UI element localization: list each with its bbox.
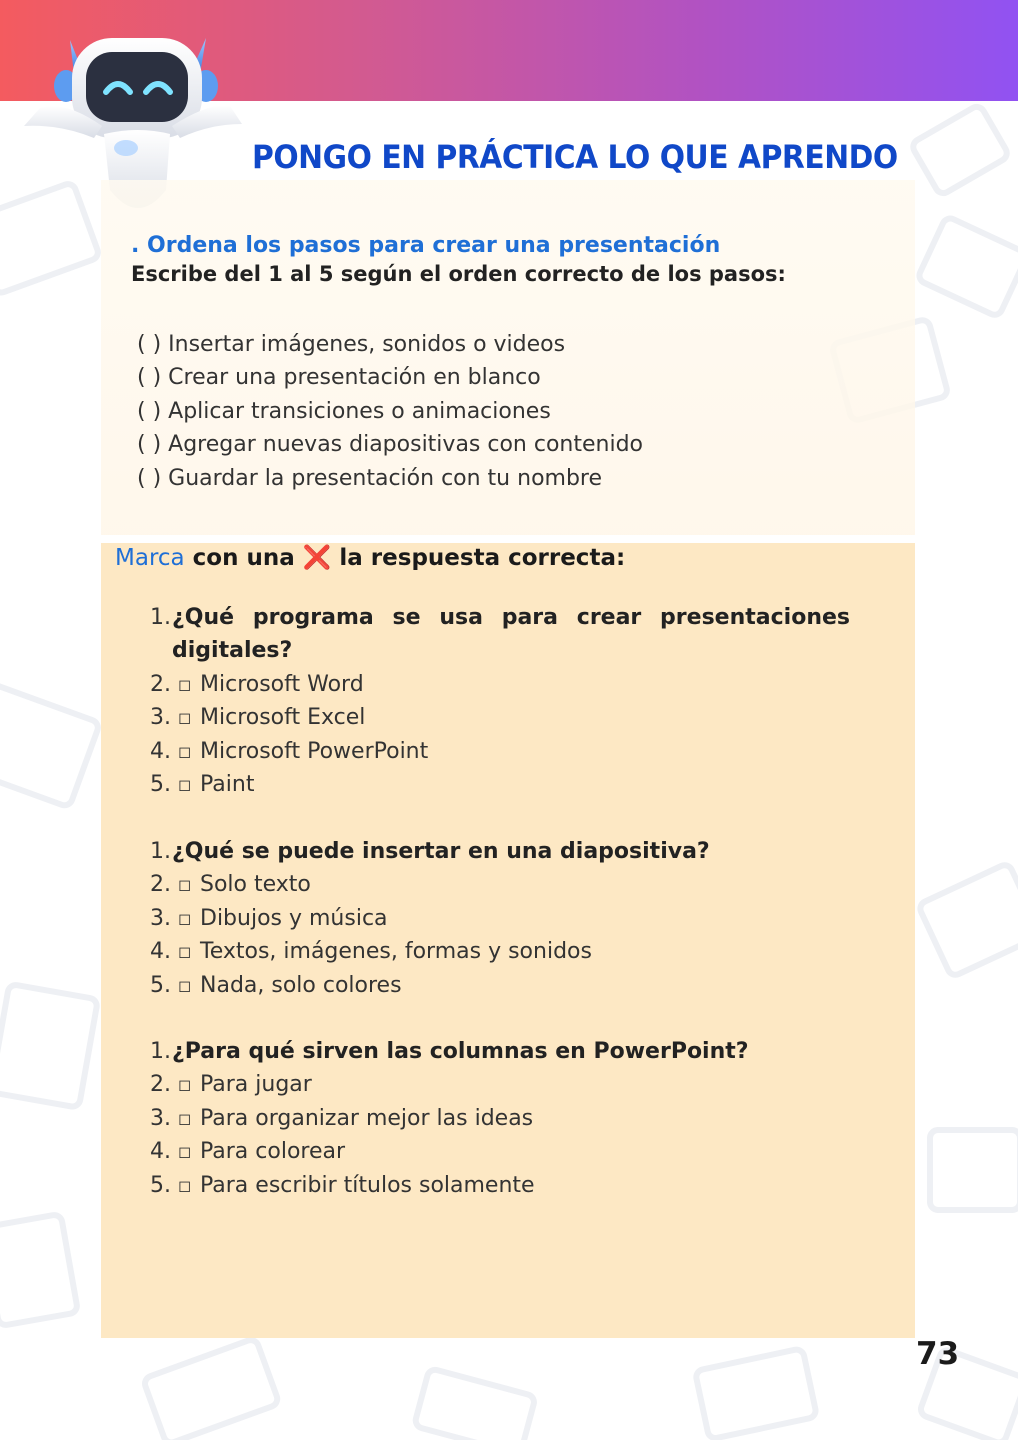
question-block-1 — [150, 601, 850, 801]
question-text: ¿Qué se puede insertar en una diapositiva? — [172, 839, 710, 864]
checkbox-icon[interactable]: ◻ — [178, 741, 192, 761]
answer-option[interactable]: 5. ◻ Paint — [150, 768, 850, 801]
ordering-item[interactable]: ( ) Agregar nuevas diapositivas con contenido — [137, 432, 644, 458]
answer-option[interactable]: 4. ◻ Para colorear — [150, 1135, 850, 1168]
answer-option[interactable]: 3. ◻ Para organizar mejor las ideas — [150, 1102, 850, 1135]
answer-option[interactable]: 3. ◻ Dibujos y música — [150, 902, 850, 935]
checkbox-icon[interactable]: ◻ — [178, 1142, 192, 1162]
checkbox-icon[interactable]: ◻ — [178, 1075, 192, 1095]
answer-option[interactable]: 5. ◻ Nada, solo colores — [150, 969, 850, 1002]
quiz-heading-highlight: Marca — [115, 545, 185, 571]
checkbox-icon[interactable]: ◻ — [178, 674, 192, 694]
question-text: ¿Qué programa se usa para crear presentaciones — [172, 605, 850, 630]
ordering-instruction: Escribe del 1 al 5 según el orden correcto de los pasos: — [131, 262, 786, 286]
question-block-3 — [150, 1035, 850, 1202]
question-block-2 — [150, 835, 850, 1002]
ordering-list — [137, 328, 643, 495]
answer-option[interactable]: 5. ◻ Para escribir títulos solamente — [150, 1169, 850, 1202]
question-number: 1. — [150, 605, 171, 630]
question-number: 1. — [150, 839, 171, 864]
quiz-heading — [115, 544, 625, 571]
checkbox-icon[interactable]: ◻ — [178, 942, 192, 962]
checkbox-icon[interactable]: ◻ — [178, 775, 192, 795]
question-text: ¿Para qué sirven las columnas en PowerPoint? — [172, 1039, 749, 1064]
ordering-item[interactable]: ( ) Crear una presentación en blanco — [137, 365, 541, 391]
page-title: PONGO EN PRÁCTICA LO QUE APRENDO — [252, 138, 898, 176]
answer-option[interactable]: 3. ◻ Microsoft Excel — [150, 701, 850, 734]
ordering-item[interactable]: ( ) Insertar imágenes, sonidos o videos — [137, 332, 566, 357]
question-number: 1. — [150, 1039, 171, 1064]
answer-option[interactable]: 2. ◻ Para jugar — [150, 1068, 850, 1101]
answer-option[interactable]: 2. ◻ Solo texto — [150, 868, 850, 901]
quiz-heading-end: la respuesta correcta: — [331, 545, 626, 571]
question-text-continued: digitales? — [172, 638, 293, 664]
checkbox-icon[interactable]: ◻ — [178, 875, 192, 895]
answer-option[interactable]: 4. ◻ Microsoft PowerPoint — [150, 735, 850, 768]
checkbox-icon[interactable]: ◻ — [178, 708, 192, 728]
checkbox-icon[interactable]: ◻ — [178, 975, 192, 995]
answer-option[interactable]: 4. ◻ Textos, imágenes, formas y sonidos — [150, 935, 850, 968]
page-number: 73 — [916, 1336, 960, 1372]
checkbox-icon[interactable]: ◻ — [178, 908, 192, 928]
answer-option[interactable]: 2. ◻ Microsoft Word — [150, 668, 850, 701]
ordering-item[interactable]: ( ) Aplicar transiciones o animaciones — [137, 398, 551, 424]
cross-mark-icon: ❌ — [302, 545, 332, 571]
ordering-heading: . Ordena los pasos para crear una presentación — [131, 233, 721, 258]
quiz-heading-mid: con una — [184, 545, 303, 571]
checkbox-icon[interactable]: ◻ — [178, 1108, 192, 1128]
ordering-item[interactable]: ( ) Guardar la presentación con tu nombre — [137, 465, 603, 491]
checkbox-icon[interactable]: ◻ — [178, 1175, 192, 1195]
